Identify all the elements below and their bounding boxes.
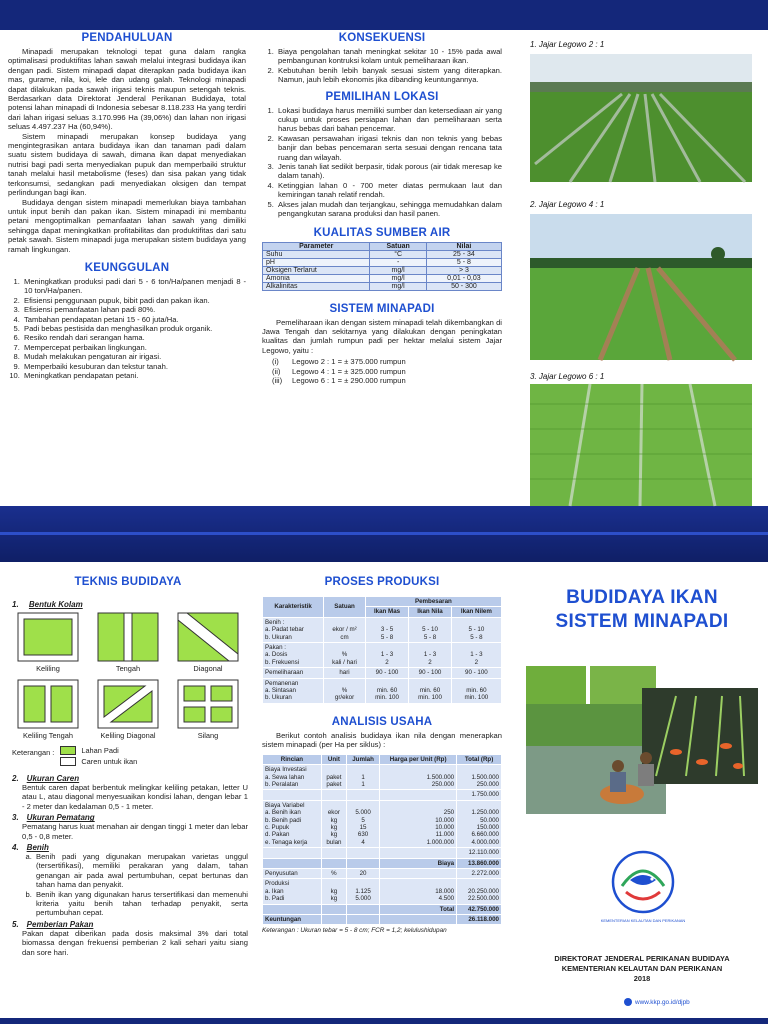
table-cell <box>263 790 322 800</box>
table-header: Rincian <box>263 754 322 764</box>
analisis-note: Keterangan : Ukuran tebar = 5 - 8 cm; FCR = 1,2; kelulushidupan <box>262 927 447 935</box>
table-cell: min. 60 min. 100 <box>451 678 501 703</box>
section-number: 3. <box>12 813 19 823</box>
shape-silang <box>177 679 239 740</box>
publisher-block <box>520 954 764 984</box>
publisher-line-2: KEMENTERIAN KELAUTAN DAN PERIKANAN <box>561 964 723 973</box>
table-row <box>263 678 502 703</box>
website-url: www.kkp.go.id/djpb <box>635 998 690 1006</box>
list-item: 8. Mudah melakukan pengaturan air irigasi. <box>22 352 246 361</box>
section-text: Pakan dapat diberikan pada dosis maksimal 3% dari total biomassa dengan frekuensi pemberian 2 kali sehari yaitu siang dan sore hari. <box>22 928 248 957</box>
section-title: Ukuran Caren <box>26 774 80 783</box>
table-cell: Benih : a. Padat tebar b. Ukuran <box>263 617 324 642</box>
table-header: Ikan Nilem <box>451 607 501 617</box>
table-header: Ikan Mas <box>365 607 408 617</box>
section-header <box>12 920 248 929</box>
list-item: 4. Tambahan pendapatan petani 15 - 60 juta/Ha. <box>22 315 246 324</box>
section-header <box>12 774 248 783</box>
table-cell: 0,01 - 0,03 <box>426 274 501 282</box>
table-cell: 3 - 5 5 - 8 <box>365 617 408 642</box>
teknis-heading: TEKNIS BUDIDAYA <box>74 576 182 588</box>
table-cell: 5.000 5 15 630 4 <box>346 800 379 847</box>
legend-title: Keterangan : <box>12 748 55 757</box>
website-link[interactable] <box>624 998 690 1006</box>
table-cell: ekor / m² cm <box>324 617 366 642</box>
pendahuluan-paragraph-3: Budidaya dengan sistem minapadi memerlukan biaya tambahan untuk input benih dan pakan ikan. Sistem minapadi ini membantu petani mengoptimalkan pemanfaatan lahan sawah yang dimiliki sehingga dapat meningkatkan profitabilitas dan produktifitas dari satu petak sawah. Sistem minapadi juga merupakan sistem budidaya yang ramah lingkungan. <box>8 197 246 254</box>
table-header: Harga per Unit (Rp) <box>380 754 457 764</box>
table-header: Pembesaran <box>365 597 501 607</box>
section-header <box>12 843 248 852</box>
table-row <box>263 617 502 642</box>
table-cell <box>380 790 457 800</box>
keunggulan-list <box>8 277 246 380</box>
table-cell: 5 - 10 5 - 8 <box>409 617 452 642</box>
table-cell: Alkalinitas <box>263 282 370 290</box>
table-row <box>263 790 502 800</box>
table-row <box>263 266 502 274</box>
item-text: Legowo 4 : 1 = ± 325.000 rumpun <box>292 366 406 376</box>
analisis-table-body <box>263 765 502 925</box>
benih-list <box>8 852 248 918</box>
table-cell: 42.750.000 <box>457 904 502 914</box>
kualitas-heading: KUALITAS SUMBER AIR <box>313 226 451 239</box>
table-cell: Suhu <box>263 250 370 258</box>
table-header: Satuan <box>370 242 426 250</box>
table-cell: Penyusutan <box>263 868 322 878</box>
table-cell: % gr/ekor <box>324 678 366 703</box>
pemilihan-list <box>262 106 502 219</box>
shapes-row-1 <box>8 612 248 673</box>
table-cell <box>346 790 379 800</box>
table-cell: 1.125 5.000 <box>346 879 379 904</box>
table-cell <box>263 904 322 914</box>
table-cell: Pakan : a. Dosis b. Frekuensi <box>263 643 324 668</box>
list-item: 2. Kebutuhan benih lebih banyak sesuai sistem yang diterapkan. Namun, jauh lebih ekonomis jika dibanding keuntungannya. <box>276 66 502 85</box>
list-item: b. Benih ikan yang digunakan harus tersertifikasi dan memenuhi kriteria yaitu benih tahan terhadap penyakit, serta pertumbuhan cepat. <box>34 890 248 918</box>
pendahuluan-paragraph-2: Sistem minapadi merupakan konsep budidaya yang mengintegrasikan antara budidaya ikan dan tanaman padi dalam suatu sistem budidaya di sawah, dimana ikan dapat menyediakan nutrisi bagi padi serta menyediakan pupuk dan memperbaiki struktur tanah melalui hasil metabolisme (feses) dan sisa pakan yang tidak terkonsumsi, sedangkan padi menyediakan oksigen dan tempat perlindungan bagi ikan. <box>8 131 246 198</box>
table-cell: ekor kg kg kg bulan <box>321 800 346 847</box>
photo-caption-2: 2. Jajar Legowo 4 : 1 <box>530 200 605 209</box>
section-text: Bentuk caren dapat berbentuk melingkar keliling petakan, letter U atau L, atau diagonal menyesuaikan kondisi lahan, dengan lebar 1 - 2 meter dan kedalaman 0,5 - 1 meter. <box>22 783 248 811</box>
table-cell: 5 - 10 5 - 8 <box>451 617 501 642</box>
panel-pendahuluan <box>8 30 246 506</box>
table-cell: Keuntungan <box>263 915 322 925</box>
table-cell: 1 - 3 2 <box>451 643 501 668</box>
table-header: Ikan Nila <box>409 607 452 617</box>
shape-label: Silang <box>197 731 219 740</box>
table-cell: hari <box>324 668 366 678</box>
pond-keliling-diagram <box>17 612 79 662</box>
table-cell: % <box>321 868 346 878</box>
top-band <box>0 0 768 30</box>
table-cell <box>263 858 322 868</box>
table-cell: 1.500.000 250.000 <box>380 765 457 790</box>
table-cell: 20 <box>346 868 379 878</box>
table-cell: 26.118.000 <box>457 915 502 925</box>
table-header: Karakteristik <box>263 597 324 618</box>
table-cell: Pemeliharaan <box>263 668 324 678</box>
section-title: Bentuk Kolam <box>28 600 83 609</box>
table-cell: 18.000 4.500 <box>380 879 457 904</box>
item-text: Legowo 6 : 1 = ± 290.000 rumpun <box>292 375 406 385</box>
shape-label: Diagonal <box>193 664 223 673</box>
shape-keliling <box>17 612 79 673</box>
legend-swatch-caren <box>60 757 76 766</box>
table-cell: 2.272.000 <box>457 868 502 878</box>
list-item <box>272 357 502 366</box>
list-item: 9. Memperbaiki kesuburan dan tekstur tanah. <box>22 362 246 371</box>
table-header: Total (Rp) <box>457 754 502 764</box>
table-cell: Biaya <box>380 858 457 868</box>
table-cell: 1 1 <box>346 765 379 790</box>
sistem-paragraph: Pemeliharaan ikan dengan sistem minapadi telah dikembangkan di Jawa Tengah dan sekitarnya yang dilakukan dengan peningkatan kualitas dan jumlah rumpun padi per hektar melalui sistem Jajar Legowo, yaitu : <box>262 317 502 355</box>
shapes-row-2 <box>8 679 248 740</box>
table-cell: 1 - 3 2 <box>365 643 408 668</box>
rice-field-photo-2 <box>530 214 752 360</box>
table-cell: Oksigen Terlarut <box>263 266 370 274</box>
table-header: Jumlah <box>346 754 379 764</box>
pond-silang-diagram <box>177 679 239 729</box>
panel-teknis <box>8 566 248 1020</box>
table-cell: 1 - 3 2 <box>409 643 452 668</box>
table-row <box>263 668 502 678</box>
legend-items <box>60 746 137 766</box>
panel-photos <box>520 30 762 506</box>
kualitas-table <box>262 242 502 291</box>
table-cell <box>380 868 457 878</box>
section-benih <box>8 843 248 918</box>
table-cell: Amonia <box>263 274 370 282</box>
legend <box>8 746 248 766</box>
table-cell <box>263 848 322 858</box>
table-cell <box>380 915 457 925</box>
table-row <box>263 868 502 878</box>
table-row <box>263 258 502 266</box>
table-row <box>263 250 502 258</box>
rice-field-photo-1 <box>530 54 752 182</box>
legend-item-caren <box>60 757 137 766</box>
section-ukuran-caren <box>8 774 248 811</box>
legend-label: Caren untuk ikan <box>81 757 138 766</box>
table-cell: kg kg <box>321 879 346 904</box>
shape-label: Tengah <box>115 664 141 673</box>
list-item: 2. Efisiensi penggunaan pupuk, bibit padi dan pakan ikan. <box>22 296 246 305</box>
table-cell <box>380 848 457 858</box>
list-item: 6. Resiko rendah dari serangan hama. <box>22 333 246 342</box>
analisis-heading: ANALISIS USAHA <box>331 715 433 728</box>
middle-band <box>0 506 768 562</box>
item-number: (i) <box>272 357 279 367</box>
legend-swatch-padi <box>60 746 76 755</box>
list-item: 5. Akses jalan mudah dan terjangkau, sehingga memudahkan dalam pengangkutan sarana produksi dan hasil panen. <box>276 200 502 219</box>
shape-keliling-diagonal <box>97 679 159 740</box>
section-header <box>12 813 248 822</box>
proses-table <box>262 596 502 704</box>
section-title: Benih <box>26 843 49 853</box>
table-row <box>263 274 502 282</box>
table-cell: % kali / hari <box>324 643 366 668</box>
table-row <box>263 765 502 790</box>
list-item: a. Benih padi yang digunakan merupakan varietas unggul (tersertifikasi), memiliki perakaran yang dalam, tahan genangan air pada awal pertumbuhan, cepat bertunas dan tahan hama dan penyakit. <box>34 852 248 890</box>
panel-proses <box>262 566 502 1020</box>
table-header: Satuan <box>324 597 366 618</box>
sistem-heading: SISTEM MINAPADI <box>329 302 435 315</box>
section-number: 1. <box>12 600 19 609</box>
table-cell: 20.250.000 22.500.000 <box>457 879 502 904</box>
table-cell: > 3 <box>426 266 501 274</box>
list-item: 5. Padi bebas pestisida dan menghasilkan produk organik. <box>22 324 246 333</box>
item-text: Legowo 2 : 1 = ± 375.000 rumpun <box>292 357 406 367</box>
cover-title-line-1: BUDIDAYA IKAN <box>566 587 718 608</box>
section-number: 4. <box>12 843 19 853</box>
item-number: (iii) <box>272 375 283 385</box>
list-item: 1. Biaya pengolahan tanah meningkat sekitar 10 - 15% pada awal pembangunan kontruksi kolam untuk pemeliharaan ikan. <box>276 47 502 66</box>
section-number: 2. <box>12 774 19 783</box>
table-row <box>263 848 502 858</box>
kkp-logo-icon <box>600 846 686 926</box>
table-cell: 1.250.000 50.000 150.000 6.660.000 4.000.000 <box>457 800 502 847</box>
analisis-intro: Berikut contoh analisis budidaya ikan nila dengan menerapkan sistem minapadi (per Ha per siklus) : <box>262 730 502 750</box>
keunggulan-heading: KEUNGGULAN <box>84 261 170 274</box>
rice-field-photo-3 <box>530 384 752 506</box>
table-cell: °C <box>370 250 426 258</box>
table-cell <box>321 858 346 868</box>
shape-label: Keliling Diagonal <box>100 731 156 740</box>
publisher-year: 2018 <box>633 974 651 983</box>
pond-keliling-tengah-diagram <box>17 679 79 729</box>
table-row <box>263 915 502 925</box>
table-header: Parameter <box>263 242 370 250</box>
table-row <box>263 643 502 668</box>
table-cell <box>346 915 379 925</box>
table-cell: Pemanenan a. Sintasan b. Ukuran <box>263 678 324 703</box>
list-item: 1. Meningkatkan produksi padi dari 5 - 6 ton/Ha/panen menjadi 8 - 10 ton/Ha/panen. <box>22 277 246 296</box>
table-header: Unit <box>321 754 346 764</box>
cover-title <box>520 586 764 634</box>
panel-cover <box>520 566 764 1020</box>
table-cell: - <box>370 258 426 266</box>
table-cell: 25 - 34 <box>426 250 501 258</box>
table-cell: Biaya Investasi a. Sewa lahan b. Peralatan <box>263 765 322 790</box>
table-cell: Total <box>380 904 457 914</box>
pendahuluan-heading: PENDAHULUAN <box>81 32 173 44</box>
item-number: (ii) <box>272 366 281 376</box>
table-header: Nilai <box>426 242 501 250</box>
table-row <box>263 858 502 868</box>
photo-caption-1: 1. Jajar Legowo 2 : 1 <box>530 40 605 49</box>
cover-title-line-2: SISTEM MINAPADI <box>555 611 729 632</box>
table-cell: mg/l <box>370 274 426 282</box>
table-cell: 50 - 300 <box>426 282 501 290</box>
section-bentuk-kolam <box>12 600 248 609</box>
table-cell: min. 60 min. 100 <box>365 678 408 703</box>
table-cell: min. 60 min. 100 <box>409 678 452 703</box>
list-item: 10. Meningkatkan pendapatan petani. <box>22 371 246 380</box>
publisher-line-1: DIREKTORAT JENDERAL PERIKANAN BUDIDAYA <box>554 954 730 963</box>
pond-diagonal-diagram <box>177 612 239 662</box>
table-row <box>263 282 502 290</box>
analisis-table <box>262 754 502 926</box>
table-cell: 90 - 100 <box>409 668 452 678</box>
panel-konsekuensi <box>262 30 502 506</box>
legend-item-padi <box>60 746 137 755</box>
section-title: Pemberian Pakan <box>26 919 94 929</box>
table-cell: 1.750.000 <box>457 790 502 800</box>
table-cell: mg/l <box>370 266 426 274</box>
pendahuluan-paragraph-1: Minapadi merupakan teknologi tepat guna dalam rangka optimalisasi produktifitas lahan sawah melalui integrasi budidaya ikan dengan padi. Sistem minapadi dapat diterapkan pada budidaya ikan mas, gurame, nila, koi, lele dan udang galah. Teknologi minapadi dapat dilakukan pada sawah irigasi teknis maupun setengah teknis. Berdasarkan data Direktorat Jenderal Perikanan Budidaya, total potensi lahan minapadi di Indonesia sebesar 8.118.233 Ha yang terdiri dari lahan irigasi seluas 3.170.996 Ha (39,06%) dan lahan non irigasi seluas 4.497.237 Ha (60,94%). <box>8 47 246 132</box>
section-number: 5. <box>12 919 19 929</box>
table-cell <box>346 858 379 868</box>
table-cell <box>321 904 346 914</box>
table-cell: paket paket <box>321 765 346 790</box>
table-cell: 5 - 8 <box>426 258 501 266</box>
photo-caption-3: 3. Jajar Legowo 6 : 1 <box>530 372 605 381</box>
table-cell: Produksi a. Ikan b. Padi <box>263 879 322 904</box>
table-cell: pH <box>263 258 370 266</box>
shape-keliling-tengah <box>17 679 79 740</box>
pemilihan-heading: PEMILIHAN LOKASI <box>325 90 439 103</box>
legowo-list <box>262 357 502 385</box>
table-cell <box>321 915 346 925</box>
list-item <box>272 367 502 376</box>
table-cell: 13.860.000 <box>457 858 502 868</box>
logo-caption: KEMENTERIAN KELAUTAN DAN PERIKANAN <box>600 918 686 923</box>
pond-tengah-diagram <box>97 612 159 662</box>
table-cell: 12.110.000 <box>457 848 502 858</box>
konsekuensi-heading: KONSEKUENSI <box>338 32 426 44</box>
konsekuensi-list <box>262 47 502 85</box>
list-item: 3. Jenis tanah liat sedikit berpasir, tidak porous (air tidak meresap ke dalam tanah). <box>276 162 502 181</box>
table-cell <box>346 904 379 914</box>
list-item: 2. Kawasan persawahan irigasi teknis dan non teknis yang bebas banjir dan bebas pencemaran serta sesuai dengan rencana tata ruang dan wilayah. <box>276 134 502 162</box>
table-row <box>263 904 502 914</box>
section-text: Pematang harus kuat menahan air dengan tinggi 1 meter dan lebar 0,5 - 0,8 meter. <box>22 822 248 841</box>
globe-icon <box>624 998 632 1006</box>
table-row <box>263 800 502 847</box>
table-cell <box>321 848 346 858</box>
list-item: 3. Efisiensi pemanfaatan lahan padi 80%. <box>22 305 246 314</box>
table-cell <box>321 790 346 800</box>
table-cell: mg/l <box>370 282 426 290</box>
list-item: 7. Mempercepat perbaikan lingkungan. <box>22 343 246 352</box>
list-item: 1. Lokasi budidaya harus memiliki sumber dan ketersediaan air yang cukup untuk proses persiapan lahan dan pemeliharaan serta harus bebas dari bahan pencemar. <box>276 106 502 134</box>
shape-label: Keliling <box>36 664 60 673</box>
shape-label: Keliling Tengah <box>23 731 73 740</box>
table-cell: Biaya Variabel a. Benih ikan b. Benih padi c. Pupuk d. Pakan e. Tenaga kerja <box>263 800 322 847</box>
table-row <box>263 879 502 904</box>
table-cell <box>346 848 379 858</box>
shape-tengah <box>97 612 159 673</box>
list-item <box>272 376 502 385</box>
cover-photo-collage <box>526 666 758 816</box>
section-title: Ukuran Pematang <box>26 813 95 823</box>
legend-label: Lahan Padi <box>81 746 119 755</box>
pond-keliling-diagonal-diagram <box>97 679 159 729</box>
proses-heading: PROSES PRODUKSI <box>324 576 440 588</box>
table-cell: 250 10.000 10.000 11.000 1.000.000 <box>380 800 457 847</box>
section-ukuran-pematang <box>8 813 248 841</box>
section-pemberian-pakan <box>8 920 248 957</box>
table-cell: 1.500.000 250.000 <box>457 765 502 790</box>
shape-diagonal <box>177 612 239 673</box>
table-cell: 90 - 100 <box>451 668 501 678</box>
list-item: 4. Ketinggian lahan 0 - 700 meter diatas permukaan laut dan kemiringan tanah relatif rendah. <box>276 181 502 200</box>
table-cell: 90 - 100 <box>365 668 408 678</box>
